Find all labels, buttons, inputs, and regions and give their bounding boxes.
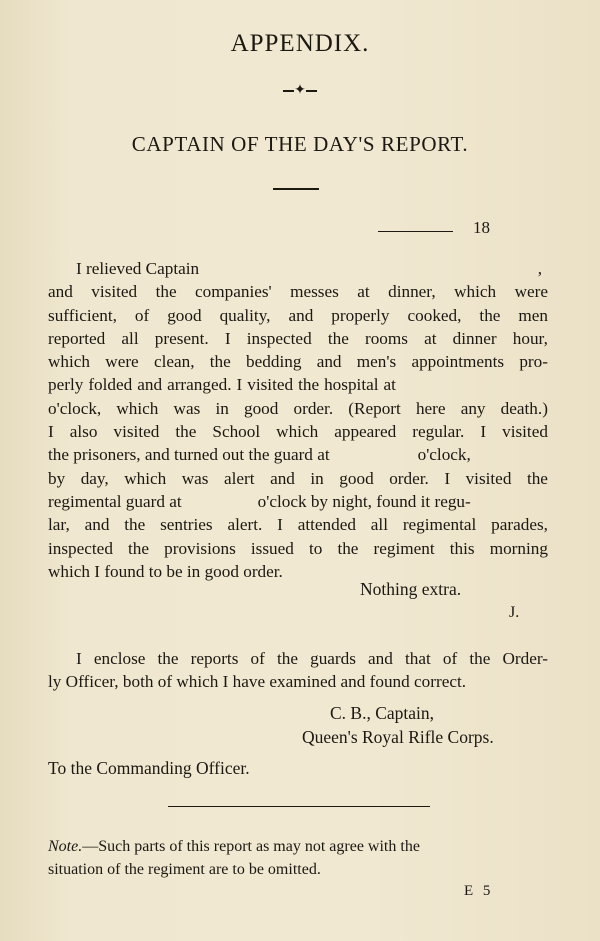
text-line [48, 647, 548, 670]
text-line [48, 257, 548, 280]
signature-mark: E 5 [464, 883, 494, 899]
text-word: reported [48, 328, 106, 348]
signature-corps: Queen's Royal Rifle Corps. [302, 727, 494, 747]
text-word: I [224, 328, 231, 348]
text-word: I [76, 649, 82, 668]
report-paragraph [48, 257, 548, 583]
text-word: was [181, 468, 209, 488]
date-year: 18 [473, 218, 490, 237]
text-word: the [276, 649, 298, 668]
text-word: dinner, [388, 282, 436, 302]
text-word: which [116, 398, 159, 418]
text-word: companies' [195, 282, 272, 302]
ornament-divider [0, 84, 600, 98]
text-word: issued [250, 538, 294, 558]
text-word: were [105, 352, 139, 372]
text-word: the [526, 468, 548, 488]
text-word: enclose [93, 649, 146, 668]
text-word: which [276, 422, 319, 442]
text-word: in [310, 468, 324, 488]
text-line [48, 397, 548, 420]
text-word: alert. [227, 515, 263, 535]
text-line [48, 560, 548, 583]
text-word: any [460, 398, 486, 418]
text-word: which [124, 468, 167, 488]
text-word: quality, [219, 305, 271, 325]
text-word: visited [247, 375, 294, 395]
text-segment: o'clock by night, found it regu- [257, 491, 471, 511]
text-word: in [215, 398, 229, 418]
text-line [48, 327, 548, 350]
text-word: the [469, 649, 491, 668]
text-word: I [236, 375, 243, 395]
addressee: To the Commanding Officer. [48, 758, 250, 778]
text-word: rooms [364, 328, 408, 348]
text-word: School [212, 422, 261, 442]
text-word: men [518, 305, 548, 325]
text-word: at [383, 375, 396, 395]
text-word: the [155, 282, 177, 302]
text-word: parades, [491, 515, 548, 535]
text-word: order. [389, 468, 429, 488]
text-line [48, 513, 548, 536]
text-word: was [173, 398, 201, 418]
text-word: the [157, 649, 179, 668]
text-word: of [134, 305, 150, 325]
text-word: day, [80, 468, 109, 488]
date-blank-rule [378, 231, 453, 232]
text-word: dinner [452, 328, 497, 348]
text-line [48, 490, 548, 513]
text-word: the [124, 515, 146, 535]
text-word: which [454, 282, 497, 302]
text-word: appointments [411, 352, 505, 372]
text-word: perly [48, 375, 84, 395]
text-word: at [357, 282, 370, 302]
text-word: messes [290, 282, 339, 302]
text-word: and [288, 305, 314, 325]
text-word: good [167, 305, 202, 325]
text-word: cooked, [407, 305, 462, 325]
footnote [48, 835, 548, 881]
text-line [48, 467, 548, 490]
text-word: (Report [348, 398, 401, 418]
text-line [48, 280, 548, 303]
text-word: arranged. [167, 375, 232, 395]
text-word: which [48, 352, 91, 372]
text-word: o'clock, [48, 398, 102, 418]
text-word: and [368, 649, 393, 668]
text-segment: ly Officer, both of which I have examined and found correct. [48, 672, 467, 692]
text-segment: , [537, 259, 542, 278]
text-word: good [339, 468, 374, 488]
note-label: Note. [48, 838, 83, 855]
text-line [48, 350, 548, 373]
text-word: hour, [512, 328, 548, 348]
text-word: and [137, 375, 163, 395]
text-word: provisions [164, 538, 236, 558]
text-segment: regimental guard at [48, 491, 182, 511]
text-word: visited [465, 468, 512, 488]
text-word: the [298, 375, 320, 395]
text-word: appeared [334, 422, 397, 442]
text-segment: the prisoners, and turned out the guard at [48, 445, 330, 465]
text-word: of [442, 649, 458, 668]
text-word: reports [190, 649, 239, 668]
text-segment: I relieved Captain [76, 259, 200, 278]
text-word: this [449, 538, 475, 558]
text-word: by [48, 468, 66, 488]
nothing-extra: Nothing extra. [360, 579, 462, 599]
text-word: morning [489, 538, 548, 558]
text-word: the [175, 422, 197, 442]
text-word: visited [91, 282, 138, 302]
text-word: of [250, 649, 265, 668]
text-word: here [415, 398, 446, 418]
text-segment: o'clock, [417, 445, 471, 465]
text-word: alert [224, 468, 255, 488]
ornament-dash-left [283, 90, 294, 92]
text-line [48, 443, 548, 466]
note-text-1: —Such parts of this report as may not agree with the [82, 838, 420, 855]
text-word: were [514, 282, 548, 302]
footnote-line [48, 858, 548, 881]
text-segment: which I found to be in good order. [48, 561, 283, 581]
text-word: the [337, 538, 359, 558]
text-line [48, 304, 548, 327]
text-word: pro- [519, 352, 548, 372]
text-line [48, 670, 548, 693]
text-word: attended [297, 515, 356, 535]
text-word: folded [88, 375, 133, 395]
text-word: I [480, 422, 487, 442]
text-word: sufficient, [48, 305, 117, 325]
text-word: order. [293, 398, 334, 418]
text-word: death.) [500, 398, 548, 418]
note-text-2: situation of the regiment are to be omitted. [48, 861, 321, 878]
text-word: Order- [502, 649, 548, 668]
text-word: the [479, 305, 501, 325]
text-word: the [128, 538, 150, 558]
text-word: also [69, 422, 98, 442]
text-word: good [243, 398, 279, 418]
ornament-star-icon: ✦ [294, 83, 306, 98]
title-rule [273, 188, 319, 190]
text-line [48, 537, 548, 560]
text-word: regiment [373, 538, 435, 558]
text-word: the [327, 328, 349, 348]
text-word: I [444, 468, 451, 488]
text-word: all [121, 328, 139, 348]
text-word: guards [310, 649, 356, 668]
text-word: clean, [153, 352, 195, 372]
text-word: and [270, 468, 295, 488]
report-title: CAPTAIN OF THE DAY'S REPORT. [131, 132, 469, 156]
text-word: and [84, 515, 110, 535]
text-line [48, 373, 548, 396]
text-word: men's [356, 352, 397, 372]
text-word: and [48, 282, 73, 302]
text-word: that [405, 649, 431, 668]
text-word: and [316, 352, 342, 372]
appendix-heading: APPENDIX. [230, 30, 370, 57]
text-word: inspected [246, 328, 312, 348]
enclosure-paragraph [48, 647, 548, 694]
initial-j: J. [509, 604, 520, 621]
text-word: lar, [48, 515, 70, 535]
text-word: hospital [324, 375, 379, 395]
text-word: regimental [402, 515, 477, 535]
section-rule [168, 806, 430, 807]
text-word: regular. [412, 422, 465, 442]
text-word: present. [154, 328, 209, 348]
ornament-dash-right [306, 90, 317, 92]
text-word: visited [113, 422, 160, 442]
signature-name: C. B., Captain, [330, 703, 435, 723]
text-word: sentries [160, 515, 213, 535]
text-word: I [48, 422, 54, 442]
text-word: the [209, 352, 231, 372]
text-word: at [424, 328, 437, 348]
footnote-line [48, 835, 548, 858]
text-line [48, 420, 548, 443]
text-word: I [277, 515, 283, 535]
text-word: inspected [48, 538, 113, 558]
text-word: properly [331, 305, 390, 325]
text-word: bedding [246, 352, 302, 372]
text-word: visited [502, 422, 548, 442]
text-word: to [308, 538, 323, 558]
text-word: all [370, 515, 388, 535]
